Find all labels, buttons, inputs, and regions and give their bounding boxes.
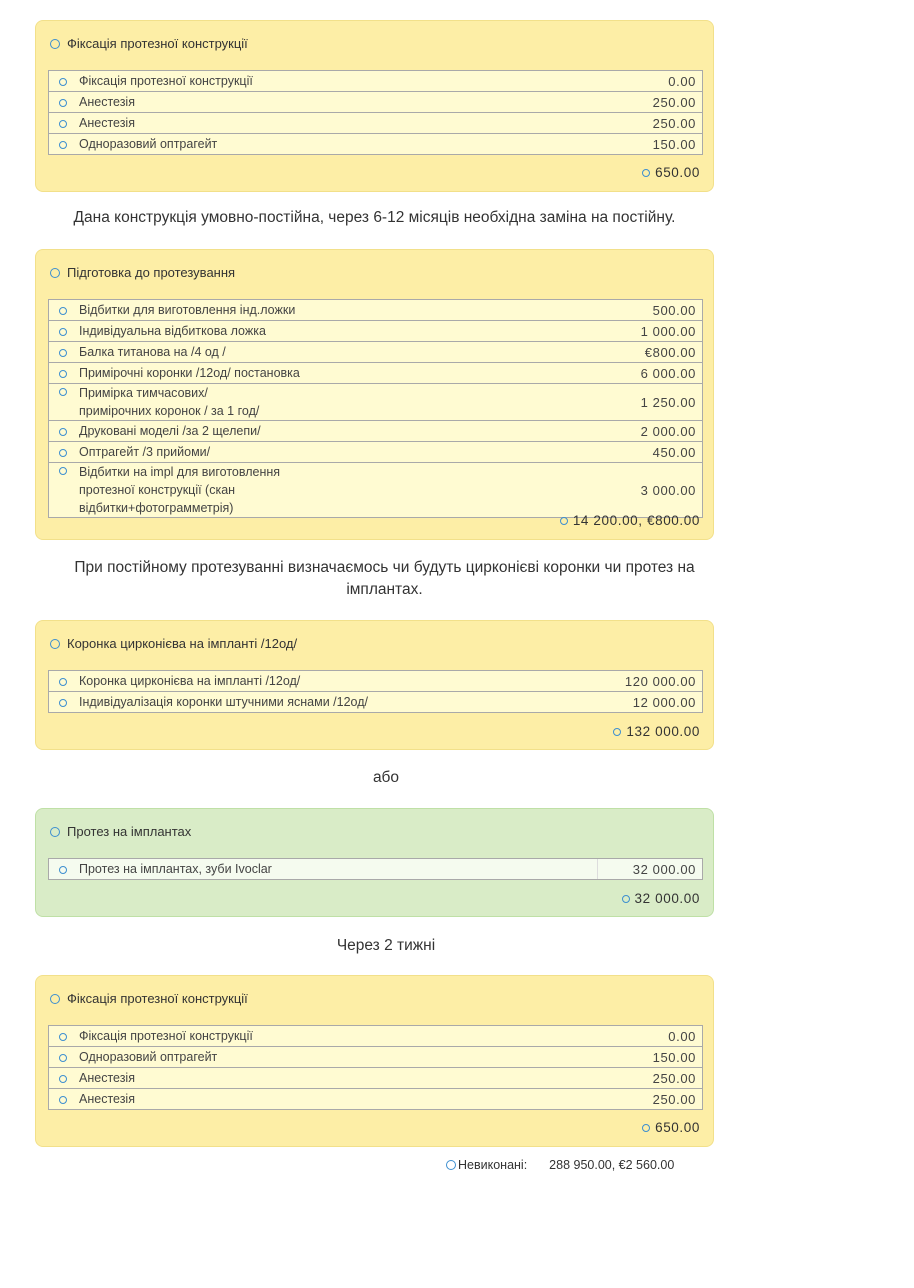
items-table [48, 299, 703, 518]
items-table [48, 858, 703, 880]
status-circle-icon [50, 994, 60, 1004]
status-circle-icon [59, 141, 67, 149]
item-description: Протез на імплантах, зуби Ivoclar [79, 862, 272, 876]
table-row [49, 442, 703, 463]
status-circle-icon [50, 827, 60, 837]
section-title: Протез на імплантах [67, 824, 192, 839]
item-amount: 250.00 [550, 1089, 703, 1110]
table-row [49, 421, 703, 442]
item-description: Примірка тимчасових/примірочних коронок / за 1 год/ [79, 386, 260, 418]
status-circle-icon [59, 370, 67, 378]
item-amount: 450.00 [550, 442, 703, 463]
status-circle-icon [59, 1033, 67, 1041]
item-description: Анестезія [79, 1092, 135, 1106]
table-row [49, 342, 703, 363]
item-amount: 150.00 [550, 134, 703, 155]
section-title: Підготовка до протезування [67, 265, 236, 280]
table-row [49, 1089, 703, 1110]
table-row [49, 1026, 703, 1047]
item-amount: 120 000.00 [550, 671, 703, 692]
item-amount: 32 000.00 [598, 859, 703, 880]
item-description: Одноразовий оптрагейт [79, 137, 218, 151]
summary-value: 288 950.00, €2 560.00 [549, 1158, 675, 1172]
treatment-section [35, 808, 714, 917]
note-text: Дана конструкція умовно-постійна, через 6-12 місяців необхідна заміна на постійну. [73, 209, 676, 226]
item-amount: 1 250.00 [550, 384, 703, 421]
section-total-value: 650.00 [655, 1120, 700, 1135]
section-total-value: 32 000.00 [634, 891, 700, 906]
status-circle-icon [446, 1160, 456, 1170]
status-circle-icon [622, 895, 630, 903]
section-title: Фіксація протезної конструкції [67, 36, 248, 51]
item-amount: 0.00 [550, 71, 703, 92]
status-circle-icon [59, 1096, 67, 1104]
item-description: Відбитки для виготовлення інд.ложки [79, 303, 296, 317]
status-circle-icon [59, 678, 67, 686]
status-circle-icon [59, 349, 67, 357]
section-header [50, 824, 191, 839]
treatment-section [35, 975, 714, 1147]
table-row [49, 671, 703, 692]
note-text: При постійному протезуванні визначаємось чи будуть цирконієві коронки чи протез на імплантах. [74, 559, 695, 598]
table-row [49, 1068, 703, 1089]
items-table [48, 1025, 703, 1110]
item-amount: 6 000.00 [550, 363, 703, 384]
section-total-value: 132 000.00 [626, 724, 700, 739]
table-row [49, 384, 703, 421]
section-title: Коронка цирконієва на імпланті /12од/ [67, 636, 298, 651]
status-circle-icon [59, 1075, 67, 1083]
status-circle-icon [50, 639, 60, 649]
note-text: Через 2 тижні [336, 937, 436, 954]
table-row [49, 300, 703, 321]
status-circle-icon [59, 449, 67, 457]
section-total [613, 724, 700, 739]
summary-label: Невиконані: [458, 1158, 528, 1172]
section-header [50, 991, 248, 1006]
status-circle-icon [59, 328, 67, 336]
status-circle-icon [59, 120, 67, 128]
item-amount: 0.00 [550, 1026, 703, 1047]
item-description: Фіксація протезної конструкції [79, 1029, 253, 1043]
item-amount: 12 000.00 [550, 692, 703, 713]
table-row [49, 134, 703, 155]
section-title: Фіксація протезної конструкції [67, 991, 248, 1006]
status-circle-icon [59, 467, 67, 475]
item-description: Коронка цирконієва на імпланті /12од/ [79, 674, 301, 688]
section-total [560, 513, 700, 528]
status-circle-icon [59, 1054, 67, 1062]
section-total [642, 1120, 700, 1135]
item-amount: 2 000.00 [550, 421, 703, 442]
section-header [50, 636, 297, 651]
item-amount: 500.00 [550, 300, 703, 321]
item-description: Примірочні коронки /12од/ постановка [79, 366, 300, 380]
treatment-section [35, 249, 714, 540]
item-amount: 250.00 [550, 92, 703, 113]
section-header [50, 265, 235, 280]
status-circle-icon [613, 728, 621, 736]
status-circle-icon [560, 517, 568, 525]
table-row [49, 463, 703, 518]
status-circle-icon [59, 699, 67, 707]
status-circle-icon [59, 388, 67, 396]
item-description: Індивідуальна відбиткова ложка [79, 324, 266, 338]
status-circle-icon [59, 428, 67, 436]
items-table [48, 670, 703, 713]
item-amount: 3 000.00 [550, 463, 703, 518]
item-amount: 250.00 [550, 1068, 703, 1089]
table-row [49, 363, 703, 384]
table-row [49, 692, 703, 713]
item-amount: 250.00 [550, 113, 703, 134]
item-amount: €800.00 [550, 342, 703, 363]
section-total-value: 14 200.00, €800.00 [572, 513, 700, 528]
item-description: Анестезія [79, 1071, 135, 1085]
table-row [49, 113, 703, 134]
item-description: Одноразовий оптрагейт [79, 1050, 218, 1064]
item-description: Анестезія [79, 95, 135, 109]
note-text: або [372, 769, 400, 786]
table-row [49, 321, 703, 342]
status-circle-icon [59, 866, 67, 874]
status-circle-icon [59, 99, 67, 107]
item-amount: 1 000.00 [550, 321, 703, 342]
table-row [49, 71, 703, 92]
status-circle-icon [59, 78, 67, 86]
section-header [50, 36, 248, 51]
item-description: Оптрагейт /3 прийоми/ [79, 445, 211, 459]
status-circle-icon [642, 1124, 650, 1132]
status-circle-icon [642, 169, 650, 177]
status-circle-icon [50, 268, 60, 278]
treatment-section [35, 620, 714, 750]
item-description: Балка титанова на /4 од / [79, 345, 226, 359]
status-circle-icon [50, 39, 60, 49]
item-description: Індивідуалізація коронки штучними яснами /12од/ [79, 695, 368, 709]
items-table [48, 70, 703, 155]
item-description: Фіксація протезної конструкції [79, 74, 253, 88]
table-row [49, 92, 703, 113]
section-total [642, 165, 700, 180]
table-row [49, 1047, 703, 1068]
item-description: Відбитки на impl для виготовлення протезної конструкції (скан відбитки+фотограмметрія) [79, 465, 281, 515]
table-row [49, 859, 703, 880]
unfinished-summary [446, 1158, 674, 1172]
status-circle-icon [59, 307, 67, 315]
item-amount: 150.00 [550, 1047, 703, 1068]
section-total [622, 891, 700, 906]
item-description: Анестезія [79, 116, 135, 130]
treatment-section [35, 20, 714, 192]
section-total-value: 650.00 [655, 165, 700, 180]
item-description: Друковані моделі /за 2 щелепи/ [79, 424, 261, 438]
